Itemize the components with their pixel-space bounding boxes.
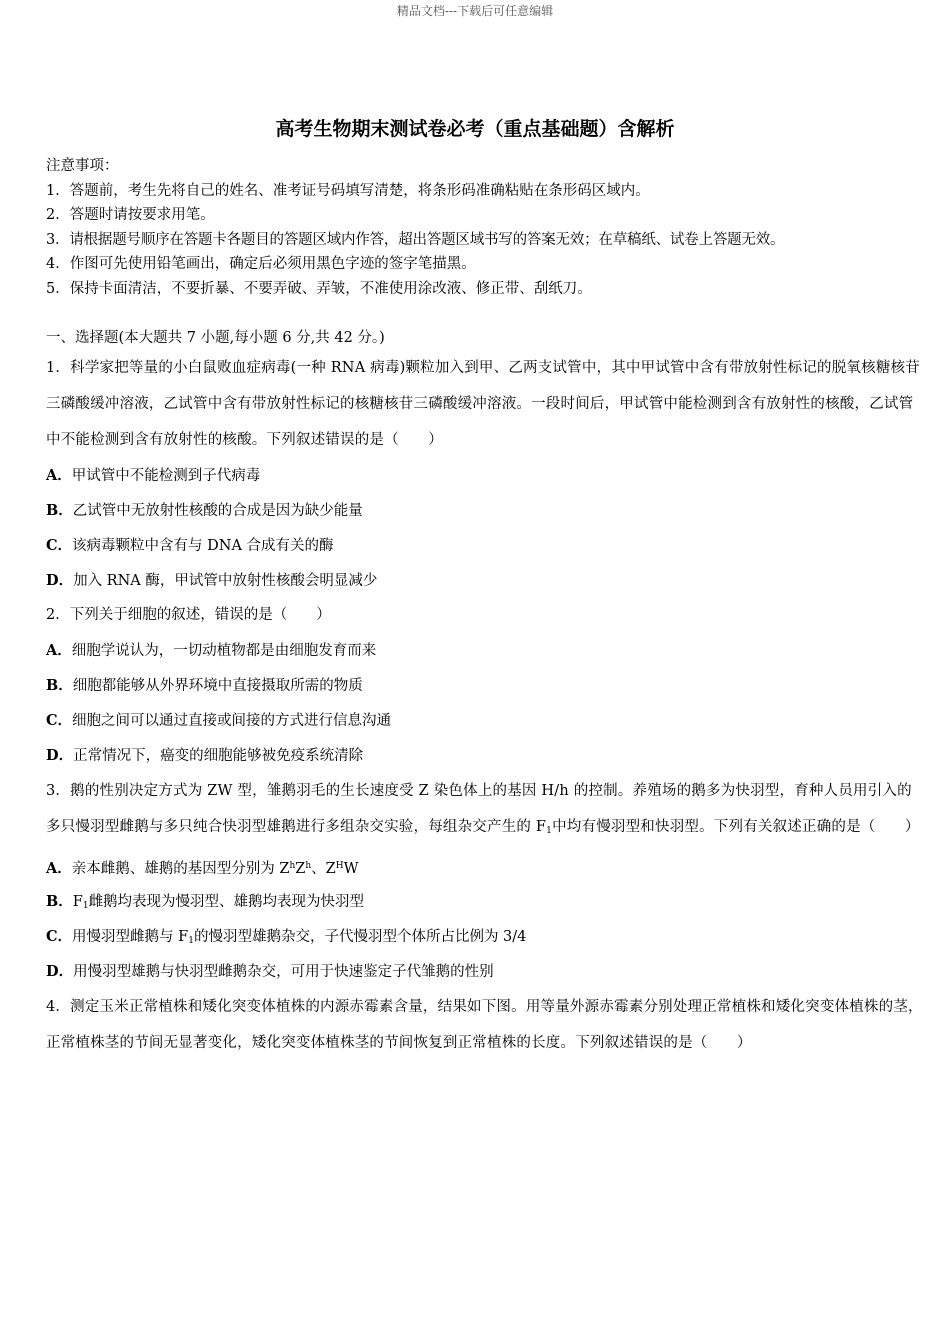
option-letter: B． [46, 502, 73, 519]
question-1-option-d [46, 563, 926, 598]
option-letter: D． [46, 963, 74, 980]
question-body [46, 326, 926, 1061]
option-letter: B． [46, 677, 73, 694]
question-2-option-c [46, 703, 926, 738]
subscript: 1 [188, 936, 194, 946]
notice-heading: 注意事项： [46, 158, 119, 174]
option-letter: D． [46, 572, 74, 589]
option-letter: A． [46, 467, 72, 484]
option-text: 细胞之间可以通过直接或间接的方式进行信息沟通 [72, 713, 392, 729]
notice-item: 5．保持卡面清洁，不要折暴、不要弄破、弄皱，不准使用涂改液、修正带、刮纸刀。 [46, 280, 592, 297]
question-4 [46, 989, 926, 1061]
option-letter: C． [46, 928, 73, 945]
option-text: 正常情况下，癌变的细胞能够被免疫系统清除 [73, 748, 364, 764]
superscript: h [289, 861, 296, 871]
question-4-stem: 4．测定玉米正常植株和矮化突变体植株的内源赤霉素含量，结果如下图。用等量外源赤霉素分别处理正常植株和矮化突变体植株的茎，正常植株茎的节间无显著变化，矮化突变体植株茎的节间恢复到正常植株的长度。下列叙述错误的是（ ） [46, 999, 923, 1051]
option-letter: C． [46, 537, 73, 554]
question-1-option-b [46, 493, 926, 528]
option-text: 该病毒颗粒中含有与 DNA 合成有关的酶 [72, 538, 334, 554]
option-text: 乙试管中无放射性核酸的合成是因为缺少能量 [72, 503, 363, 519]
notice-block [46, 154, 926, 301]
question-3-option-d [46, 954, 926, 989]
option-letter: A． [46, 860, 72, 877]
superscript: H [335, 861, 344, 871]
notice-item: 1．答题前，考生先将自己的姓名、准考证号码填写清楚，将条形码准确粘贴在条形码区域内。 [46, 182, 650, 199]
option-text: 用慢羽型雌鹅与 F [72, 929, 189, 945]
option-text: 细胞都能够从外界环境中直接摄取所需的物质 [72, 678, 363, 694]
question-2-stem: 2．下列关于细胞的叙述，错误的是（ ） [46, 607, 331, 623]
page-title: 高考生物期末测试卷必考（重点基础题）含解析 [275, 118, 675, 140]
option-text: W [343, 861, 359, 877]
option-text: 加入 RNA 酶，甲试管中放射性核酸会明显减少 [73, 573, 378, 589]
option-letter: D． [46, 747, 74, 764]
subscript: 1 [546, 826, 553, 836]
option-letter: B． [46, 893, 73, 910]
question-3-option-c [46, 919, 926, 954]
subscript: 1 [82, 901, 89, 911]
option-text: 、Z [311, 861, 336, 877]
question-3 [46, 773, 926, 849]
page-header: 精品文档---下载后可任意编辑 [396, 4, 554, 18]
question-1-stem: 1．科学家把等量的小白鼠败血症病毒(一种 RNA 病毒)颗粒加入到甲、乙两支试管中，其中甲试管中含有带放射性标记的脱氧核糖核苷三磷酸缓冲溶液，乙试管中含有带放射性标记的核糖核苷三磷酸缓冲溶液。一段时间后，甲试管中能检测到含有放射性的核酸，乙试管中不能检测到含有放射性的核酸。下列叙述错误的是（ ） [46, 360, 920, 448]
question-2-option-a [46, 633, 926, 668]
stem-text: 3．鹅的性别决定方式为 ZW 型，雏鹅羽毛的生长速度受 Z 染色体上的基因 H/h 的控制。养殖场的鹅多为快羽型，育种人员用引入的多只慢羽型雌鹅与多只纯合快羽型雄鹅进行多组杂交实验，每组杂交产生的 F [46, 783, 912, 835]
question-1-option-c [46, 528, 926, 563]
stem-text: 中均有慢羽型和快羽型。下列有关叙述正确的是（ ） [552, 819, 920, 835]
option-text: 用慢羽型雄鹅与快羽型雌鹅杂交，可用于快速鉴定子代雏鹅的性别 [73, 964, 494, 980]
option-letter: A． [46, 642, 72, 659]
question-3-stem [46, 773, 926, 849]
option-text: Z [295, 861, 306, 877]
question-3-option-a [46, 849, 926, 884]
question-2-option-b [46, 668, 926, 703]
option-text: 的慢羽型雄鹅杂交，子代慢羽型个体所占比例为 3/4 [193, 929, 527, 945]
option-text: 雌鹅均表现为慢羽型、雄鹅均表现为快羽型 [88, 894, 365, 910]
notice-item: 3．请根据题号顺序在答题卡各题目的答题区域内作答，超出答题区域书写的答案无效；在草稿纸、试卷上答题无效。 [46, 231, 785, 248]
notice-item: 2．答题时请按要求用笔。 [46, 207, 215, 223]
section-heading: 一、选择题(本大题共 7 小题,每小题 6 分,共 42 分。) [46, 330, 385, 346]
question-1-option-a [46, 458, 926, 493]
question-2-option-d [46, 738, 926, 773]
option-text: F [72, 894, 83, 910]
option-letter: C． [46, 712, 73, 729]
question-3-option-b [46, 884, 926, 919]
option-text: 细胞学说认为，一切动植物都是由细胞发育而来 [71, 643, 377, 659]
superscript: h [305, 861, 312, 871]
notice-item: 4．作图可先使用铅笔画出，确定后必须用黑色字迹的签字笔描黑。 [46, 256, 476, 272]
question-1 [46, 350, 926, 458]
option-text: 亲本雌鹅、雄鹅的基因型分别为 Z [71, 861, 290, 877]
option-text: 甲试管中不能检测到子代病毒 [71, 468, 261, 484]
